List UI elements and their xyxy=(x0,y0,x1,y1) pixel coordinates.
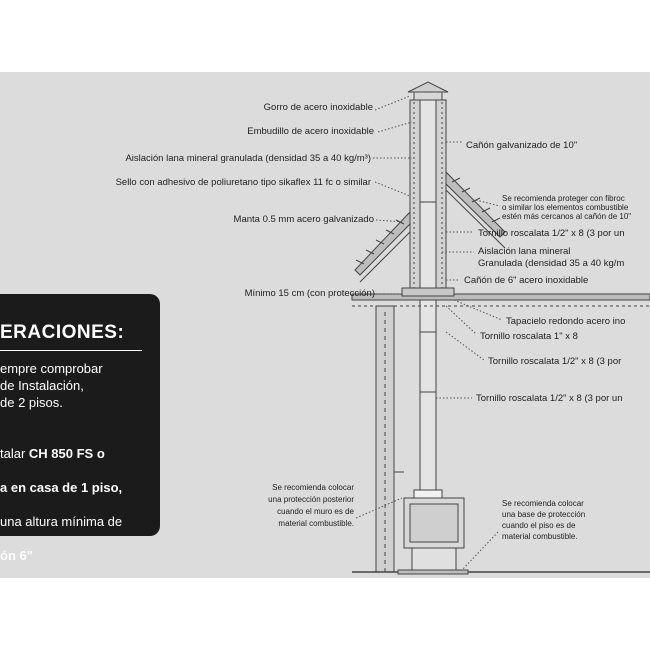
considerations-title: ERACIONES: xyxy=(0,322,125,343)
label-manta: Manta 0.5 mm acero galvanizado xyxy=(233,214,374,225)
label-posterior-1: Se recomienda colocar xyxy=(272,483,354,492)
note-p2-d: una altura mínima de xyxy=(0,514,123,529)
label-base-3: cuando el piso es de xyxy=(502,521,576,530)
considerations-divider xyxy=(0,350,142,351)
considerations-panel xyxy=(0,294,160,597)
label-canon6: Cañón de 6" acero inoxidable xyxy=(464,275,589,286)
note-p2-e: ón 6" xyxy=(0,548,33,563)
diagram-canvas xyxy=(0,72,650,597)
label-tornillo-top: Tornillo roscalata 1/2" x 8 (3 por un xyxy=(478,228,625,239)
label-posterior-4: material combustible. xyxy=(278,519,354,528)
label-canon10: Cañón galvanizado de 10" xyxy=(466,140,578,151)
label-minimo: Mínimo 15 cm (con protección) xyxy=(244,288,375,299)
label-tornillo-low: Tornillo roscalata 1/2" x 8 (3 por un xyxy=(476,393,623,404)
considerations-paragraph-2 xyxy=(0,428,158,598)
floor xyxy=(352,570,650,574)
label-tornillo-1x8: Tornillo roscalata 1" x 8 xyxy=(480,331,578,342)
label-fibro-1: Se recomienda proteger con fibroc xyxy=(502,194,625,203)
note-p2-f: o más. xyxy=(0,582,42,597)
note-p2-c: a en casa de 1 piso, xyxy=(0,480,123,495)
label-aisl2-1: Aislación lana mineral xyxy=(478,246,571,257)
label-tapacielo: Tapacielo redondo acero ino xyxy=(506,316,626,327)
label-fibro-2: o similar los elementos combustible xyxy=(502,203,629,212)
label-base-4: material combustible. xyxy=(502,532,578,541)
label-posterior-3: cuando el muro es de xyxy=(277,507,354,516)
label-aisl2-2: Granulada (densidad 35 a 40 kg/m xyxy=(478,258,625,269)
note-p2-b: CH 850 FS o xyxy=(28,446,105,461)
considerations-paragraph-1: empre comprobar de Instalación, de 2 pisos. xyxy=(0,361,103,410)
label-embudillo: Embudillo de acero inoxidable xyxy=(247,126,374,137)
note-p2-a: talar xyxy=(0,446,29,461)
label-sello: Sello con adhesivo de poliuretano tipo sikaflex 11 fc o similar xyxy=(115,177,371,188)
ceiling xyxy=(352,288,650,306)
label-posterior-2: una protección posterior xyxy=(268,495,354,504)
label-gorro: Gorro de acero inoxidable xyxy=(263,102,373,113)
diagram-labels xyxy=(116,102,632,541)
label-base-1: Se recomienda colocar xyxy=(502,499,584,508)
label-aislacion: Aislación lana mineral granulada (densidad 35 a 40 kg/m³) xyxy=(125,153,371,164)
stove xyxy=(404,490,464,570)
label-tornillo-mid: Tornillo roscalata 1/2" x 8 (3 por xyxy=(488,356,622,367)
label-fibro-3: estén más cercanos al cañón de 10" xyxy=(502,212,632,221)
chimney-cap xyxy=(408,82,448,100)
label-base-2: una base de protección xyxy=(502,510,586,519)
wall xyxy=(376,306,404,572)
